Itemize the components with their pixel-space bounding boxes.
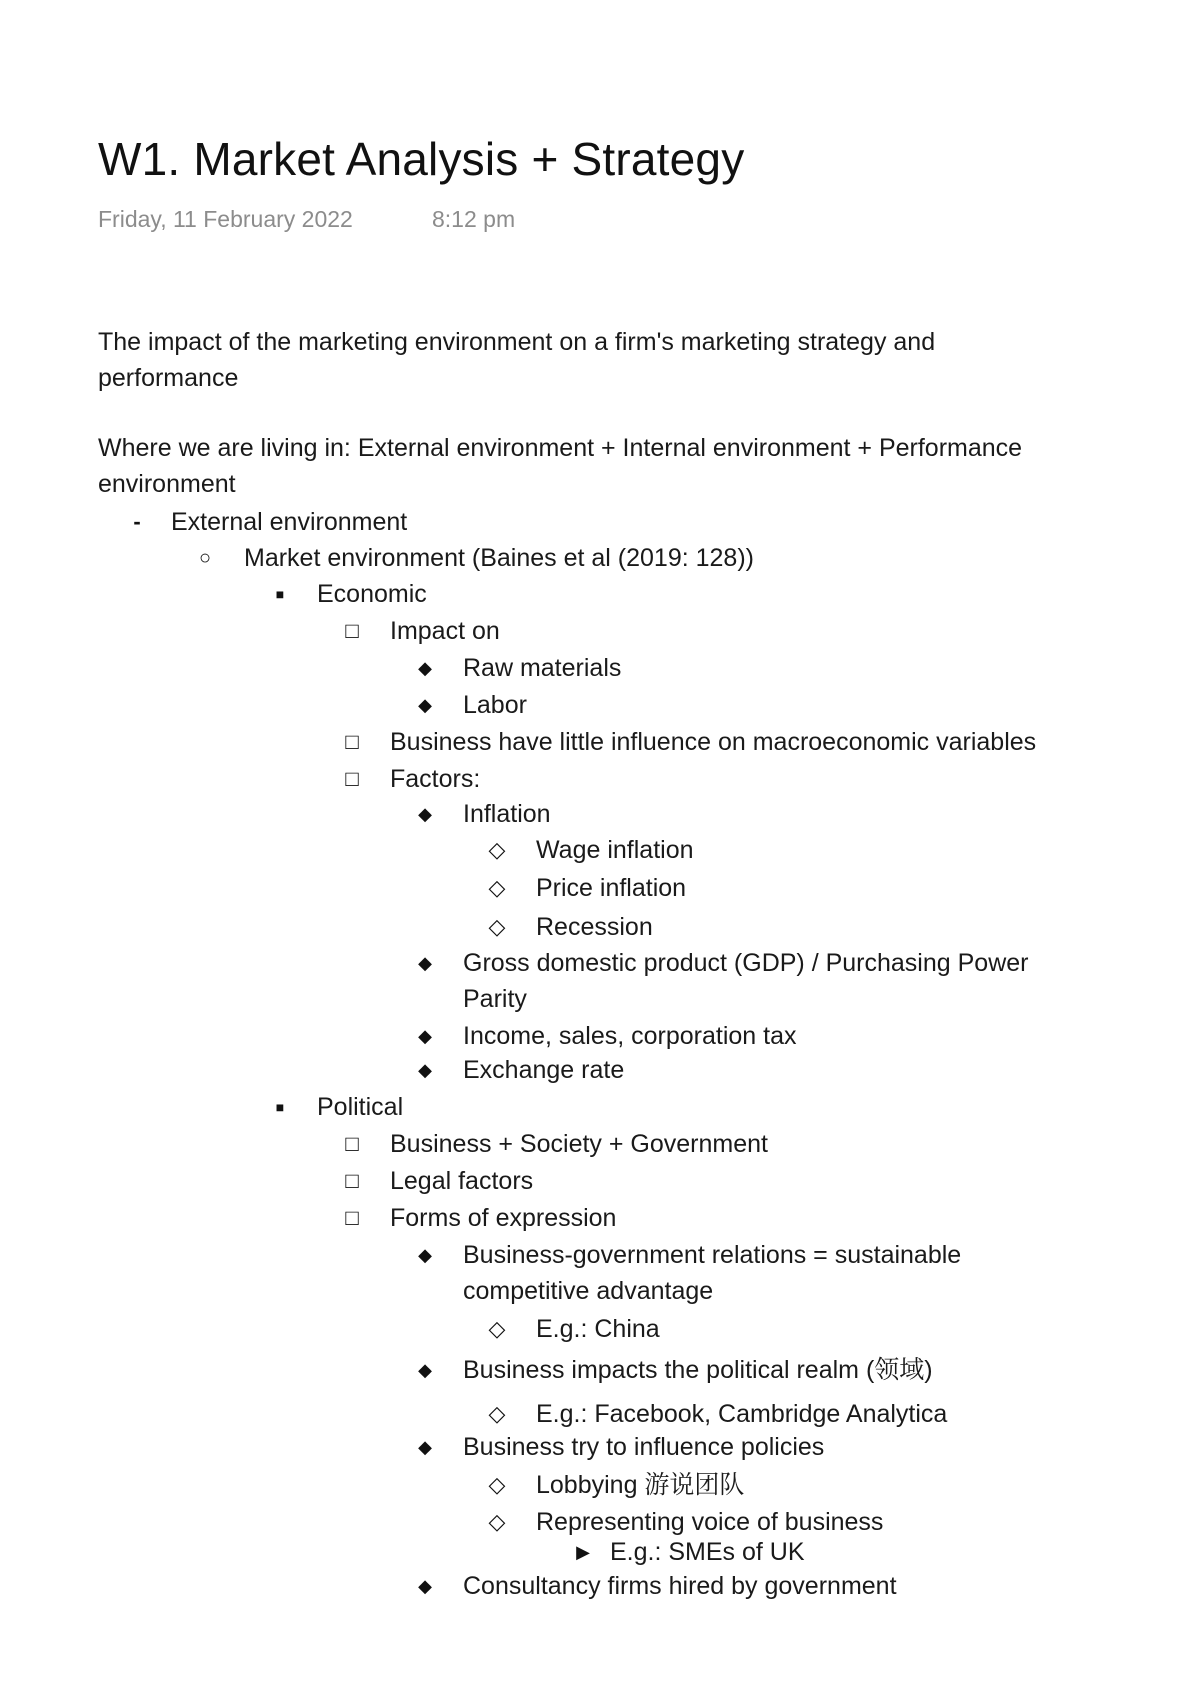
square-bullet: ■ <box>275 1099 285 1115</box>
diamond-bullet: ◆ <box>418 1026 432 1046</box>
hollow-diamond-bullet: ◇ <box>488 1401 506 1426</box>
hollow-square-bullet: □ <box>345 1205 359 1230</box>
outline-item: Recession <box>536 913 653 941</box>
outline-item: Labor <box>463 691 527 719</box>
diamond-bullet: ◆ <box>418 1437 432 1457</box>
outline-item: Representing voice of business <box>536 1508 884 1536</box>
note-time: 8:12 pm <box>432 206 516 232</box>
outline-item: Price inflation <box>536 874 687 902</box>
outline-item: E.g.: SMEs of UK <box>610 1538 805 1566</box>
outline-item: External environment <box>171 508 408 536</box>
dash-bullet: - <box>133 509 141 534</box>
outline-item: E.g.: Facebook, Cambridge Analytica <box>536 1400 948 1428</box>
diamond-bullet: ◆ <box>418 1060 432 1080</box>
hollow-square-bullet: □ <box>345 766 359 791</box>
hollow-diamond-bullet: ◇ <box>488 1316 506 1341</box>
square-bullet: ■ <box>275 586 285 602</box>
diamond-bullet: ◆ <box>418 1576 432 1596</box>
outline-item: Raw materials <box>463 654 622 682</box>
outline-item: Factors: <box>390 765 481 793</box>
outline-item: Business impacts the political realm (领域) <box>463 1356 933 1384</box>
environment-paragraph: Where we are living in: External environment + Internal environment + Performance environment <box>98 434 1023 498</box>
outline-item: Wage inflation <box>536 836 694 864</box>
outline-item: Economic <box>317 580 427 608</box>
diamond-bullet: ◆ <box>418 695 432 715</box>
outline-item: Impact on <box>390 617 500 645</box>
hollow-square-bullet: □ <box>345 729 359 754</box>
outline-item: Inflation <box>463 800 551 828</box>
outline-item: Gross domestic product (GDP) / Purchasing Power Parity <box>463 949 1029 1013</box>
outline-item: Business + Society + Government <box>390 1130 768 1158</box>
hollow-diamond-bullet: ◇ <box>488 914 506 939</box>
outline <box>0 504 1200 1600</box>
circle-bullet: ○ <box>198 547 212 569</box>
arrow-bullet: ▶ <box>576 1542 590 1562</box>
diamond-bullet: ◆ <box>418 1360 432 1380</box>
page-title: W1. Market Analysis + Strategy <box>98 133 745 185</box>
hollow-diamond-bullet: ◇ <box>488 1472 506 1497</box>
outline-item: Exchange rate <box>463 1056 625 1084</box>
diamond-bullet: ◆ <box>418 1245 432 1265</box>
outline-item: Income, sales, corporation tax <box>463 1022 797 1050</box>
outline-item: Business have little influence on macroeconomic variables <box>390 728 1037 756</box>
outline-item: Consultancy firms hired by government <box>463 1572 897 1600</box>
outline-item: Market environment (Baines et al (2019: 128)) <box>244 544 754 572</box>
outline-item: Business try to influence policies <box>463 1433 825 1461</box>
outline-item: Lobbying 游说团队 <box>536 1471 745 1499</box>
outline-item: E.g.: China <box>536 1315 660 1343</box>
diamond-bullet: ◆ <box>418 953 432 973</box>
diamond-bullet: ◆ <box>418 804 432 824</box>
outline-item: Forms of expression <box>390 1204 617 1232</box>
hollow-square-bullet: □ <box>345 1168 359 1193</box>
outline-item: Legal factors <box>390 1167 534 1195</box>
intro-paragraph: The impact of the marketing environment on a firm's marketing strategy and performance <box>98 328 936 392</box>
note-date: Friday, 11 February 2022 <box>98 206 353 232</box>
outline-item: Political <box>317 1093 404 1121</box>
note-meta <box>98 206 516 233</box>
outline-item: Business-government relations = sustainable competitive advantage <box>463 1241 962 1305</box>
hollow-diamond-bullet: ◇ <box>488 1509 506 1534</box>
hollow-square-bullet: □ <box>345 618 359 643</box>
hollow-diamond-bullet: ◇ <box>488 875 506 900</box>
hollow-square-bullet: □ <box>345 1131 359 1156</box>
hollow-diamond-bullet: ◇ <box>488 837 506 862</box>
diamond-bullet: ◆ <box>418 658 432 678</box>
